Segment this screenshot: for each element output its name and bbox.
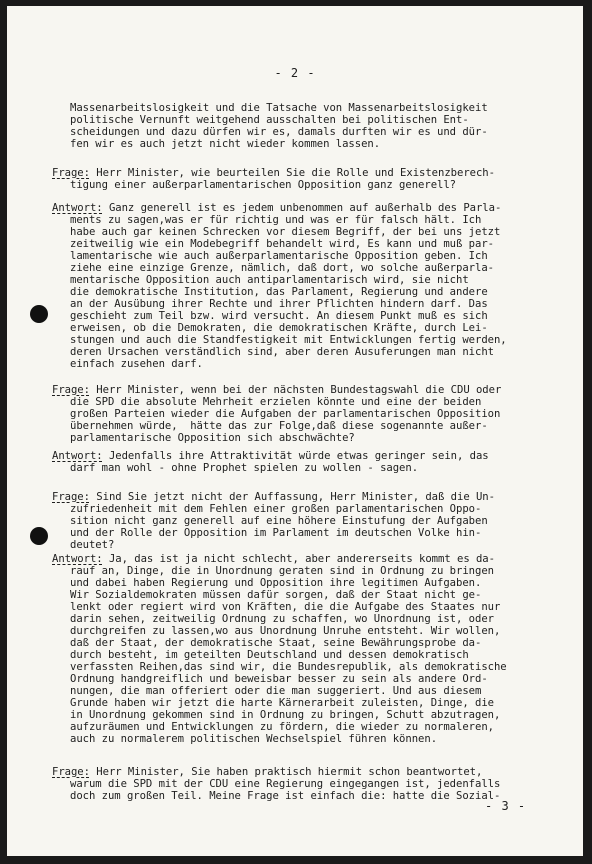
paragraph-line: durch besteht, im geteilten Deutschland und dessen demokratisch [70, 649, 469, 661]
question-label: Frage: [52, 491, 90, 503]
paragraph-line: stungen und auch die Standfestigkeit mit Entwicklungen fertig werden, [70, 334, 507, 346]
paragraph-line: parlamentarische Opposition sich abschwächte? [70, 432, 355, 444]
paragraph-line: zeitweilig wie ein Modebegriff behandelt wird, Es kann und muß par- [70, 238, 494, 250]
paragraph-line: rauf an, Dinge, die in Unordnung geraten sind in Ordnung zu bringen [70, 565, 494, 577]
question-first-line [52, 384, 501, 396]
answer-label: Antwort: [52, 202, 103, 214]
question-label: Frage: [52, 167, 90, 179]
paragraph-line: ments zu sagen,was er für richtig und was er für falsch hält. Ich [70, 214, 482, 226]
paragraph-line: Ganz generell ist es jedem unbenommen auf außerhalb des Parla- [102, 202, 502, 214]
paragraph-line: zufriedenheit mit dem Fehlen einer großen parlamentarischen Oppo- [70, 503, 482, 515]
paragraph-line: erweisen, ob die Demokraten, die demokratischen Kräfte, durch Lei- [70, 322, 488, 334]
paragraph-line: sition nicht ganz generell auf eine höhere Einstufung der Aufgaben [70, 515, 488, 527]
intro-line: politische Vernunft weitgehend ausschalten bei politischen Ent- [70, 114, 469, 126]
paragraph-line: daß der Staat, der demokratische Staat, seine Bewährungsprobe da- [70, 637, 482, 649]
next-page-number: - 3 - [485, 799, 527, 813]
question-first-line [52, 766, 482, 778]
punch-hole [30, 305, 48, 323]
paragraph-line: geschieht zum Teil bzw. wird versucht. An diesem Punkt muß es sich [70, 310, 488, 322]
paragraph-line: mentarische Opposition auch antiparlamentarisch wird, sie nicht [70, 274, 469, 286]
answer-first-line [52, 202, 501, 214]
answer-first-line [52, 450, 489, 462]
paragraph-line: auch zu normalerem politischen Wechselspiel führen können. [70, 733, 438, 745]
intro-line: Massenarbeitslosigkeit und die Tatsache von Massenarbeitslosigkeit [70, 102, 488, 114]
paragraph-line: verfassten Reihen,das sind wir, die Bundesrepublik, als demokratische [70, 661, 507, 673]
paragraph-line: und dabei haben Regierung und Opposition ihre legitimen Aufgaben. [70, 577, 482, 589]
paragraph-line: Ordnung handgreiflich und beweisbar besser zu sein als andere Ord- [70, 673, 488, 685]
question-first-line [52, 167, 495, 179]
paragraph-line: nungen, die man offeriert oder die man suggeriert. Und aus diesem [70, 685, 482, 697]
answer-label: Antwort: [52, 450, 103, 462]
page-number: - 2 - [274, 66, 316, 80]
paragraph-line: tigung einer außerparlamentarischen Opposition ganz generell? [70, 179, 457, 191]
paragraph-line: darf man wohl - ohne Prophet spielen zu wollen - sagen. [70, 462, 419, 474]
paragraph-line: Grunde haben wir jetzt die harte Kärnerarbeit zuleisten, Dinge, die [70, 697, 494, 709]
paragraph-line: und der Rolle der Opposition im Parlament im deutschen Volke hin- [70, 527, 482, 539]
question-label: Frage: [52, 766, 90, 778]
paragraph-line: die demokratische Institution, das Parlament, Regierung und andere [70, 286, 488, 298]
paragraph-line: in Unordnung gekommen sind in Ordnung zu bringen, Schutt abzutragen, [70, 709, 501, 721]
paragraph-line: Sind Sie jetzt nicht der Auffassung, Herr Minister, daß die Un- [89, 491, 495, 503]
paragraph-line: lenkt oder regiert wird von Kräften, die die Aufgabe des Staates nur [70, 601, 501, 613]
document-page [7, 6, 583, 856]
paragraph-line: einfach zusehen darf. [70, 358, 203, 370]
paragraph-line: Wir Sozialdemokraten müssen dafür sorgen, daß der Staat nicht ge- [70, 589, 482, 601]
question-first-line [52, 491, 495, 503]
paragraph-line: deren Ursachen verständlich sind, aber deren Ausuferungen man nicht [70, 346, 494, 358]
paragraph-line: doch zum großen Teil. Meine Frage ist einfach die: hatte die Sozial- [70, 790, 501, 802]
intro-line: scheidungen und dazu dürfen wir es, damals durften wir es und dür- [70, 126, 488, 138]
punch-hole [30, 527, 48, 545]
question-label: Frage: [52, 384, 90, 396]
intro-line: fen wir es auch jetzt nicht wieder kommen lassen. [70, 138, 381, 150]
paragraph-line: aufzuräumen und Entwicklungen zu fördern, die wieder zu normaleren, [70, 721, 494, 733]
paragraph-line: Herr Minister, wenn bei der nächsten Bundestagswahl die CDU oder [89, 384, 502, 396]
paragraph-line: lamentarische wie auch außerparlamentarische Opposition geben. Ich [70, 250, 488, 262]
answer-label: Antwort: [52, 553, 103, 565]
answer-first-line [52, 553, 495, 565]
paragraph-line: deutet? [70, 539, 115, 551]
paragraph-line: Herr Minister, wie beurteilen Sie die Rolle und Existenzberech- [89, 167, 495, 179]
paragraph-line: Ja, das ist ja nicht schlecht, aber andererseits kommt es da- [102, 553, 495, 565]
paragraph-line: habe auch gar keinen Schrecken vor diesem Begriff, der bei uns jetzt [70, 226, 501, 238]
paragraph-line: Jedenfalls ihre Attraktivität würde etwas geringer sein, das [102, 450, 489, 462]
paragraph-line: Herr Minister, Sie haben praktisch hiermit schon beantwortet, [89, 766, 483, 778]
paragraph-line: an der Ausübung ihrer Rechte und ihrer Pflichten hindern darf. Das [70, 298, 488, 310]
paragraph-line: übernehmen würde, hätte das zur Folge,daß diese sogenannte außer- [70, 420, 488, 432]
paragraph-line: die SPD die absolute Mehrheit erzielen könnte und eine der beiden [70, 396, 482, 408]
paragraph-line: ziehe eine einzige Grenze, nämlich, daß dort, wo solche außerparla- [70, 262, 494, 274]
paragraph-line: warum die SPD mit der CDU eine Regierung eingegangen ist, jedenfalls [70, 778, 501, 790]
paragraph-line: durchgreifen zu lassen,wo aus Unordnung Unruhe entsteht. Wir wollen, [70, 625, 501, 637]
paragraph-line: darin sehen, zeitweilig Ordnung zu schaffen, wo Unordnung ist, oder [70, 613, 494, 625]
paragraph-line: großen Parteien wieder die Aufgaben der parlamentarischen Opposition [70, 408, 501, 420]
